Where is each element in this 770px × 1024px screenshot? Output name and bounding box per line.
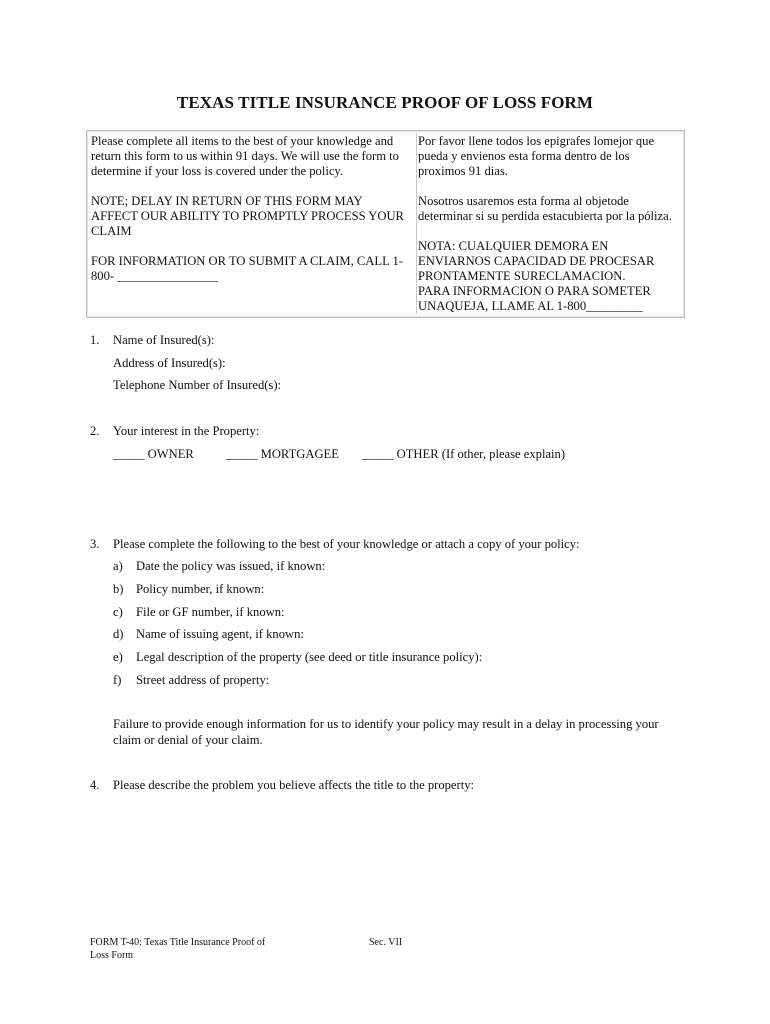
instructions-spanish bbox=[418, 134, 684, 314]
footer-section: Sec. VII bbox=[369, 937, 403, 948]
problem-description-label: Please describe the problem you believe affects the title to the property: bbox=[113, 778, 475, 792]
policy-item-letter: a) bbox=[113, 559, 123, 573]
file-number-label: File or GF number, if known: bbox=[136, 605, 285, 619]
page-title: TEXAS TITLE INSURANCE PROOF OF LOSS FORM bbox=[176, 93, 594, 112]
section-2-number: 2. bbox=[90, 424, 100, 438]
column-divider bbox=[416, 133, 417, 314]
footer-form-line-2: Loss Form bbox=[90, 950, 134, 961]
owner-option[interactable]: _____ OWNER bbox=[113, 447, 194, 461]
legal-description-label: Legal description of the property (see deed or title insurance policy): bbox=[136, 650, 483, 664]
street-address-label: Street address of property: bbox=[136, 673, 270, 687]
policy-item-letter: f) bbox=[113, 673, 122, 687]
policy-item-letter: d) bbox=[113, 627, 124, 641]
policy-number-label: Policy number, if known: bbox=[136, 582, 265, 596]
insured-name-label: Name of Insured(s): bbox=[113, 333, 215, 347]
instructions-es-paragraph-1: Por favor llene todos los epigrafes lomejor que pueda y envienos esta forma dentro de los proximos 91 dias. bbox=[418, 134, 655, 178]
instructions-english bbox=[91, 134, 413, 284]
policy-item-letter: b) bbox=[113, 582, 124, 596]
policy-date-label: Date the policy was issued, if known: bbox=[136, 559, 326, 573]
other-option[interactable]: _____ OTHER (If other, please explain) bbox=[362, 447, 566, 461]
mortgagee-option[interactable]: _____ MORTGAGEE bbox=[226, 447, 339, 461]
section-1-number: 1. bbox=[90, 333, 100, 347]
section-4-number: 4. bbox=[90, 778, 100, 792]
instructions-en-paragraph-1: Please complete all items to the best of your knowledge and return this form to us within 91 days. We will use the form to determine if your loss is covered under the policy. bbox=[91, 134, 399, 178]
failure-note-line-1: Failure to provide enough information for us to identify your policy may result in a delay in processing your bbox=[113, 717, 659, 731]
policy-item-letter: c) bbox=[113, 605, 123, 619]
instructions-es-paragraph-2: Nosotros usaremos esta forma al objetode determinar si su perdida estacubierta por la póliza. bbox=[418, 194, 672, 223]
insured-phone-label: Telephone Number of Insured(s): bbox=[113, 378, 282, 392]
insured-address-label: Address of Insured(s): bbox=[113, 356, 226, 370]
issuing-agent-label: Name of issuing agent, if known: bbox=[136, 627, 304, 641]
instructions-box bbox=[86, 130, 685, 318]
policy-item-letter: e) bbox=[113, 650, 123, 664]
instructions-en-note: NOTE; DELAY IN RETURN OF THIS FORM MAY AFFECT OUR ABILITY TO PROMPTLY PROCESS YOUR CLAIM bbox=[91, 194, 404, 238]
footer-form-line-1: FORM T-40: Texas Title Insurance Proof of bbox=[90, 937, 266, 948]
policy-info-label: Please complete the following to the best of your knowledge or attach a copy of your policy: bbox=[113, 537, 580, 551]
section-3-number: 3. bbox=[90, 537, 100, 551]
failure-note-line-2: claim or denial of your claim. bbox=[113, 733, 263, 747]
property-interest-label: Your interest in the Property: bbox=[113, 424, 260, 438]
instructions-es-note: NOTA: CUALQUIER DEMORA EN ENVIARNOS CAPACIDAD DE PROCESAR PRONTAMENTE SURECLAMACION. PARA INFORMACION O PARA SOMETER UNAQUEJA, LLAME AL 1-800_________ bbox=[418, 239, 655, 313]
instructions-en-contact: FOR INFORMATION OR TO SUBMIT A CLAIM, CALL 1- 800- ________________ bbox=[91, 254, 403, 283]
footer-form-id bbox=[90, 936, 265, 962]
